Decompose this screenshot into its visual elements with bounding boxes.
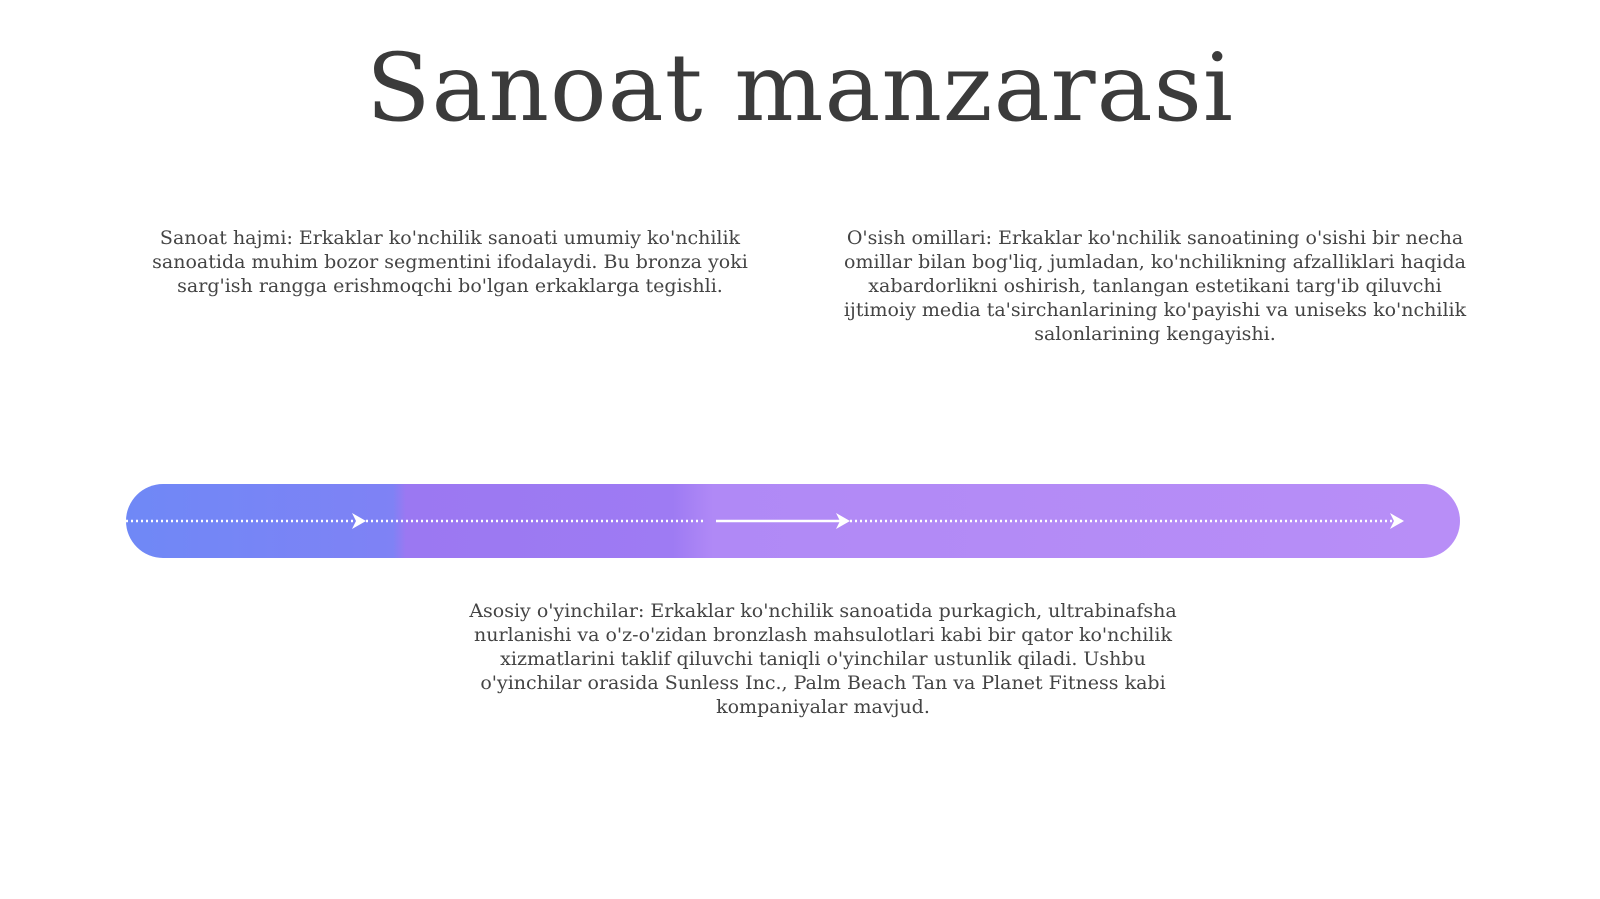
slide-title: Sanoat manzarasi	[366, 34, 1234, 143]
key-players-text: Asosiy o'yinchilar: Erkaklar ko'nchilik sanoatida purkagich, ultrabinafsha nurlanishi va o'z-o'zidan bronzlash mahsulotlari kabi bir qator ko'nchilik xizmatlarini taklif qiluvchi taniqli o'yinchilar ustunlik qiladi. Ushbu o'yinchilar orasida Sunless Inc., Palm Beach Tan va Planet Fitness kabi kompaniyalar mavjud.	[469, 600, 1177, 718]
timeline-graphic	[126, 484, 1460, 558]
timeline-bar	[126, 484, 1460, 558]
growth-factors-text: O'sish omillari: Erkaklar ko'nchilik sanoatining o'sishi bir necha omillar bilan bog'liq, jumladan, ko'nchilikning afzalliklari haqida xabardorlikni oshirish, tanlangan estetikani targ'ib qiluvchi ijtimoiy media ta'sirchanlarining ko'payishi va uniseks ko'nchilik salonlarining kengayishi.	[843, 227, 1467, 345]
industry-size-text: Sanoat hajmi: Erkaklar ko'nchilik sanoati umumiy ko'nchilik sanoatida muhim bozor segmentini ifodalaydi. Bu bronza yoki sarg'ish rangga erishmoqchi bo'lgan erkaklarga tegishli.	[152, 227, 748, 297]
